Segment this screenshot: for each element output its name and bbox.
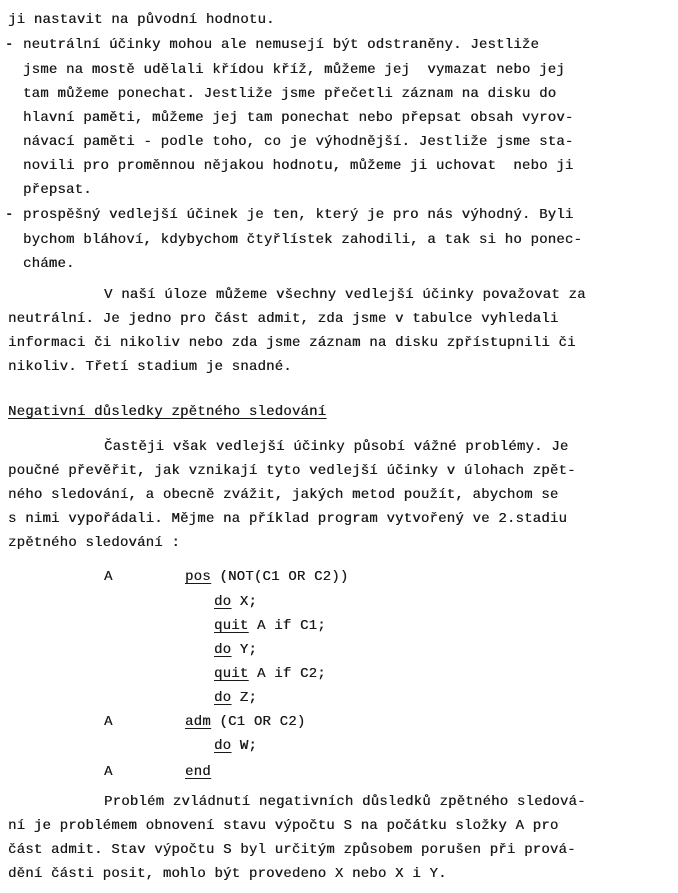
text-line: část admit. Stav výpočtu S byl určitým způsobem porušen při prová- (8, 842, 576, 858)
text-line: poučné převěřit, jak vznikají tyto vedlejší účinky v úlohach zpět- (8, 463, 576, 479)
text-line: ní je problémem obnovení stavu výpočtu S na počátku složky A pro (8, 818, 559, 834)
text-line: cháme. (23, 256, 75, 272)
bullet-dash: - (5, 37, 14, 53)
text-line: ného sledování, a obecně zvážit, jakých metod použít, abychom se (8, 487, 559, 503)
text-line: nikoliv. Třetí stadium je snadné. (8, 359, 292, 375)
keyword-quit: quit (214, 666, 249, 682)
code-line-do-z (214, 690, 257, 707)
text-line: novili pro proměnnou nějakou hodnotu, můžeme ji uchovat nebo ji (23, 158, 574, 174)
text-line: ji nastavit na původní hodnotu. (8, 12, 275, 28)
code-line-do-x (214, 594, 257, 611)
section-heading: Negativní důsledky zpětného sledování (8, 404, 327, 420)
keyword-do: do (214, 738, 232, 754)
code-line-quit-c2 (214, 666, 326, 683)
text-line: Problém zvládnutí negativních důsledků zpětného sledová- (104, 794, 586, 810)
code-text: (C1 OR C2) (210, 714, 306, 730)
code-line-end (185, 764, 211, 781)
code-line-pos (185, 569, 348, 586)
code-line-quit-c1 (214, 618, 326, 635)
text-line: s nimi vypořádali. Mějme na příklad program vytvořený ve 2.stadiu (8, 511, 568, 527)
text-line: jsme na mostě udělali křídou kříž, můžeme jej vymazat nebo jej (23, 62, 565, 78)
keyword-end: end (185, 764, 211, 780)
code-line-do-w (214, 738, 257, 755)
code-text: Y; (231, 642, 258, 658)
text-line: dění části posit, mohlo být provedeno X nebo X i Y. (8, 866, 447, 882)
text-line: prospěšný vedlejší účinek je ten, který je pro nás výhodný. Byli (23, 207, 574, 223)
text-line: návací paměti - podle toho, co je výhodnější. Jestliže jsme sta- (23, 134, 574, 150)
code-text: A if C2; (248, 666, 326, 682)
text-line: hlavní paměti, můžeme jej tam ponechat nebo přepsat obsah vyrov- (23, 110, 574, 126)
keyword-adm: adm (185, 714, 211, 730)
keyword-do: do (214, 690, 232, 706)
code-label: A (104, 714, 113, 730)
text-line: přepsat. (23, 182, 92, 198)
code-text: A if C1; (248, 618, 326, 634)
text-line: V naší úloze můžeme všechny vedlejší účinky považovat za (104, 287, 586, 303)
code-text: Z; (231, 690, 258, 706)
code-text: W; (231, 738, 258, 754)
text-line: tam můžeme ponechat. Jestliže jsme přečetli záznam na disku do (23, 86, 557, 102)
bullet-dash: - (5, 207, 14, 223)
code-line-adm (185, 714, 305, 731)
text-line: Častěji však vedlejší účinky působí vážné problémy. Je (104, 439, 569, 455)
code-label: A (104, 569, 113, 585)
keyword-do: do (214, 594, 232, 610)
text-line: zpětného sledování : (8, 535, 181, 551)
code-line-do-y (214, 642, 257, 659)
text-line: informaci či nikoliv nebo zda jsme záznam na disku zpřístupnili či (8, 335, 576, 351)
code-text: (NOT(C1 OR C2)) (210, 569, 349, 585)
keyword-quit: quit (214, 618, 249, 634)
text-line: neutrální účinky mohou ale nemusejí být odstraněny. Jestliže (23, 37, 540, 53)
text-line: bychom bláhoví, kdybychom čtyřlístek zahodili, a tak si ho ponec- (23, 232, 583, 248)
keyword-do: do (214, 642, 232, 658)
keyword-pos: pos (185, 569, 211, 585)
text-line: neutrální. Je jedno pro část admit, zda jsme v tabulce vyhledali (8, 311, 559, 327)
code-text: X; (231, 594, 258, 610)
code-label: A (104, 764, 113, 780)
